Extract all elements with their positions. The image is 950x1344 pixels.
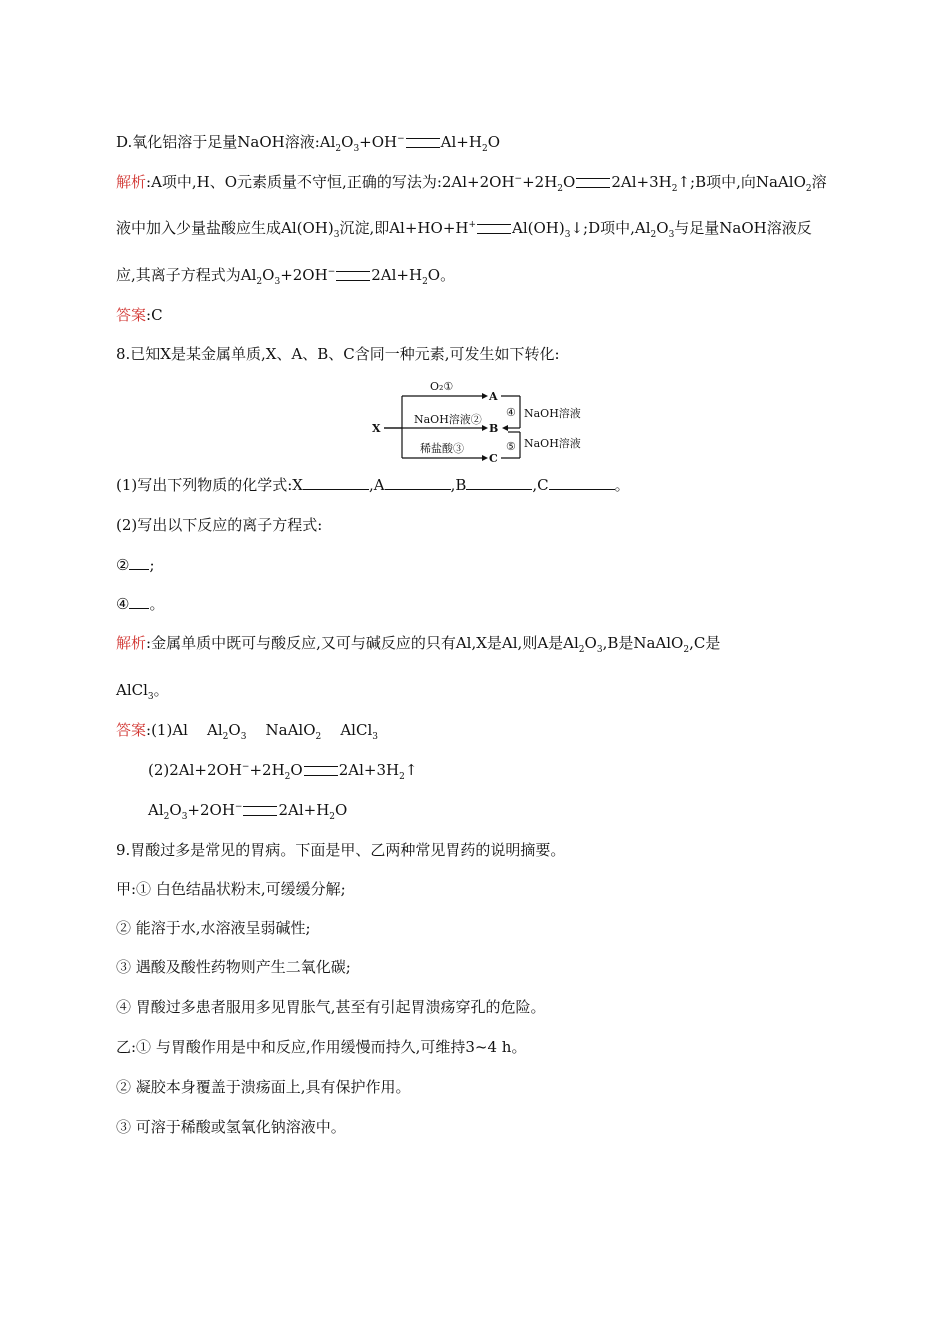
blank-b[interactable]: [466, 475, 532, 490]
label-o2: O₂①: [430, 380, 454, 393]
jia-4: ④ 胃酸过多患者服用多见胃胀气,甚至有引起胃溃疡穿孔的危险。: [116, 998, 546, 1016]
explanation-2-line-2: AlCl$_3$。: [116, 681, 169, 702]
question-9-stem: 9.胃酸过多是常见的胃病。下面是甲、乙两种常见胃药的说明摘要。: [116, 841, 566, 859]
jia-1: 甲:① 白色结晶状粉末,可缓缓分解;: [116, 880, 346, 898]
question-8-part-2: (2)写出以下反应的离子方程式:: [116, 516, 323, 534]
equals-sign: [406, 138, 440, 148]
arrowhead-c: [482, 455, 488, 461]
option-d: D.氧化铝溶于足量NaOH溶液$:Al_2O_3+OH^-$ $Al+H_2O$: [116, 133, 500, 154]
question-8-stem: 8.已知X是某金属单质,X、A、B、C含同一种元素,可发生如下转化:: [116, 345, 560, 363]
answer-label: 答案: [116, 306, 147, 324]
node-b: B: [489, 422, 499, 435]
blank-c[interactable]: [549, 475, 615, 490]
arrowhead-b: [482, 425, 488, 431]
explanation-1-line-3: 应,其离子方程式为$Al_2O_3+2OH^-$ $2Al+H_2O$。: [116, 266, 456, 287]
question-8-sub-4: ④ 。: [116, 595, 165, 613]
explanation-label: 解析: [116, 173, 147, 191]
yi-3: ③ 可溶于稀酸或氢氧化钠溶液中。: [116, 1118, 346, 1136]
explanation-label: 解析: [116, 634, 147, 652]
label-naoh-2: NaOH溶液②: [414, 413, 482, 426]
circle-5: ⑤: [506, 440, 516, 453]
yi-2: ② 凝胶本身覆盖于溃疡面上,具有保护作用。: [116, 1078, 411, 1096]
circle-4: ④: [506, 406, 516, 419]
question-8-part-1: (1)写出下列物质的化学式:X ,A ,B ,C 。: [116, 476, 630, 494]
answer-2-line-2: $(2)2Al+2OH^-+2H_2O$ $2Al+3H_2↑$: [148, 761, 418, 782]
explanation-2-line-1: 解析:金属单质中既可与酸反应,又可与碱反应的只有Al,X是Al,则A是$Al_2O_3,B$是NaAlO$_2$,C是: [116, 634, 721, 655]
arrowhead-a: [482, 393, 488, 399]
equals-sign: [304, 766, 338, 776]
answer-label: 答案: [116, 721, 147, 739]
blank-a[interactable]: [385, 475, 451, 490]
blank-eq-2[interactable]: [129, 555, 149, 570]
jia-3: ③ 遇酸及酸性药物则产生二氧化碳;: [116, 958, 351, 976]
answer-2-line-3: $Al_2O_3+2OH^-$ $2Al+H_2O$: [148, 801, 348, 822]
blank-eq-4[interactable]: [129, 594, 149, 609]
label-naoh-5: NaOH溶液: [524, 437, 581, 450]
equals-sign: [243, 806, 277, 816]
explanation-1-line-1: 解析:A项中,H、O元素质量不守恒,正确的写法为$:2Al+2OH^-+2H_2O$ $2Al+3H_2↑;B$项中,向NaAlO$_2$溶: [116, 173, 827, 194]
answer-2-line-1: 答案:(1)Al $Al_2O_3$ NaAlO$_2$ AlCl$_3$: [116, 721, 378, 742]
answer-1: 答案:C: [116, 306, 163, 324]
label-naoh-4: NaOH溶液: [524, 407, 581, 420]
node-c: C: [489, 452, 498, 464]
node-a: A: [489, 390, 498, 403]
equals-sign: [336, 271, 370, 281]
explanation-1-line-2: 液中加入少量盐酸应生成$Al(OH)_3$沉淀,即Al+HO+H+ $Al(OH)_3↓;D$项中$,Al_2O_3$与足量NaOH溶液反: [116, 219, 812, 240]
equals-sign: [477, 224, 511, 234]
question-8-sub-2: ② ;: [116, 556, 155, 574]
conversion-diagram: [370, 376, 590, 464]
blank-x[interactable]: [303, 475, 369, 490]
yi-1: 乙:① 与胃酸作用是中和反应,作用缓慢而持久,可维持3~4 h。: [116, 1038, 527, 1056]
jia-2: ② 能溶于水,水溶液呈弱碱性;: [116, 919, 311, 937]
equals-sign: [576, 178, 610, 188]
node-x: X: [372, 422, 381, 435]
arrowhead-a-to-b: [502, 425, 508, 431]
label-hcl-3: 稀盐酸③: [420, 442, 464, 455]
